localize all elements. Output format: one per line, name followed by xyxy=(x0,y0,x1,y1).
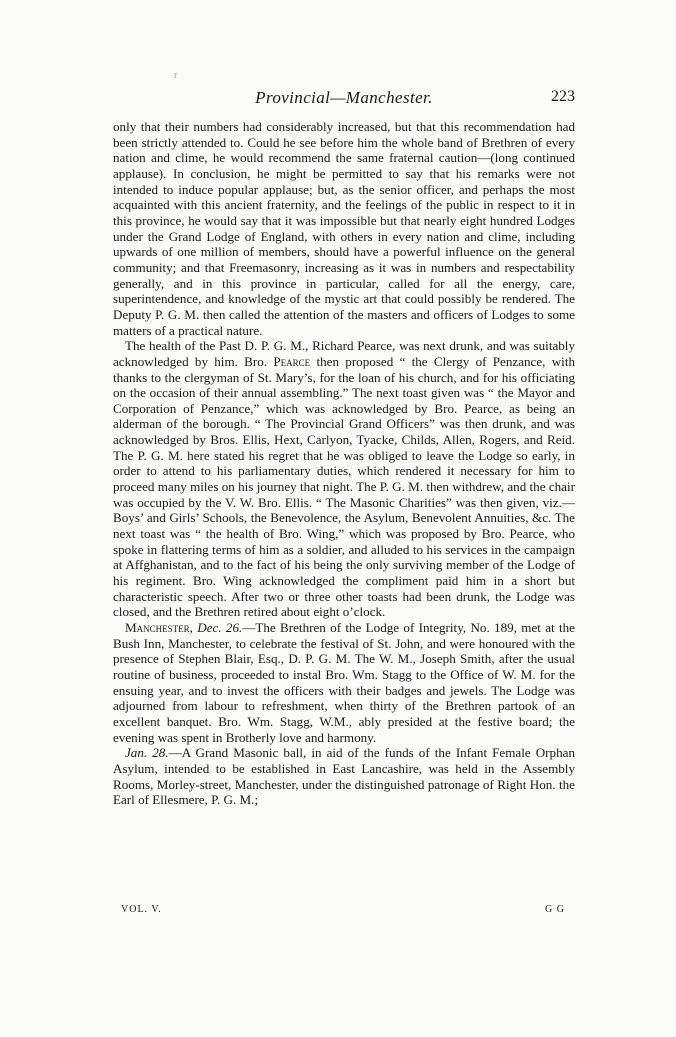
paragraph-speech-conclusion: only that their numbers had considerably increased, but that this recommendation had been strictly attended to. Could he see before him the whole band of Brethren of every nation and clime, he would recommend the same fraternal caution—(long continued applause). In conclusion, he might be permitted to say that his remarks were not intended to induce popular applause; but, as the senior officer, and perhaps the most acquainted with this ancient fraternity, and the feelings of the public in respect to it in this province, he would say that it was impossible but that nearly eight hundred Lodges under the Grand Lodge of England, with others in every nation and clime, including upwards of one million of members, should have a powerful influence on the general community; and that Freemasonry, increasing as it was in numbers and respectability generally, and in this province in particular, called for all the energy, care, superintendence, and knowledge of the mystic art that could possibly be rendered. The Deputy P. G. M. then called the attention of the masters and officers of Lodges to some matters of a practical nature. xyxy=(113,119,575,338)
report-date: Dec. 26. xyxy=(197,620,243,635)
volume-label: VOL. V. xyxy=(121,904,162,915)
paragraph-masonic-ball xyxy=(113,745,575,808)
signature-mark: G G xyxy=(545,904,565,915)
article-body xyxy=(113,119,575,808)
page-header xyxy=(113,88,575,110)
brother-name-smallcaps: Pearce xyxy=(273,353,311,369)
corner-mark: r xyxy=(174,70,178,81)
place-heading: Manchester, xyxy=(125,620,193,635)
ball-date: Jan. 28. xyxy=(125,745,169,761)
toasts-text-start: The health of the Past D. P. G. M., Richard Pearce, was next drunk, and was suitably acknowledged by him. Bro. xyxy=(113,338,575,369)
toasts-text-rest: then proposed “ the Clergy of Penzance, with thanks to the clergyman of St. Mary’s, for the loan of his church, and for his officiating on the occasion of their annual assembling.” The next toast given was “ the Mayor and Corporation of Penzance,” which was acknowledged by Bro. Pearce, as being an alderman of the borough. “ The Provincial Grand Officers” was then drunk, and was acknowledged by Bros. Ellis, Hext, Carlyon, Tyacke, Childs, Allen, Rogers, and Reid. The P. G. M. here stated his regret that he was obliged to leave the Lodge so early, in order to attend to his parliamentary duties, which rendered it necessary for him to proceed many miles on his journey that night. The P. G. M. then withdrew, and the chair was occupied by the V. W. Bro. Ellis. “ The Masonic Charities” was then given, viz.—Boys’ and Girls’ Schools, the Benevolence, the Asylum, Benevolent Annuities, &c. The next toast was “ the health of Bro. Wing,” which was proposed by Bro. Pearce, who spoke in flattering terms of him as a soldier, and alluded to his services in the campaign at Affghanistan, and to the fact of his being the only surviving member of the Lodge of his regiment. Bro. Wing acknowledged the compliment paid him in a short but characteristic speech. After two or three other toasts had been drunk, the Lodge was closed, and the Brethren retired about eight o’clock. xyxy=(113,353,576,620)
running-title: Provincial—Manchester. xyxy=(255,88,433,107)
page-number: 223 xyxy=(551,88,575,105)
page-footer xyxy=(121,904,565,918)
manchester-report-text: —The Brethren of the Lodge of Integrity, No. 189, met at the Bush Inn, Manchester, to celebrate the festival of St. John, and were honoured with the presence of Stephen Blair, Esq., D. P. G. M. The W. M., Joseph Smith, after the usual routine of business, proceeded to instal Bro. Wm. Stagg to the Office of W. M. for the ensuing year, and to invest the officers with their badges and jewels. The Lodge was adjourned from labour to refreshment, when thirty of the Brethren partook of an excellent banquet. Bro. Wm. Stagg, W.M., ably presided at the festive board; the evening was spent in Brotherly love and harmony. xyxy=(113,620,575,745)
masonic-ball-text: —A Grand Masonic ball, in aid of the funds of the Infant Female Orphan Asylum, intended to be established in East Lancashire, was held in the Assembly Rooms, Morley-street, Manchester, under the distinguished patronage of Right Hon. the Earl of Ellesmere, P. G. M.; xyxy=(113,745,575,808)
paragraph-toasts xyxy=(113,338,575,620)
paragraph-manchester-report xyxy=(113,620,575,745)
